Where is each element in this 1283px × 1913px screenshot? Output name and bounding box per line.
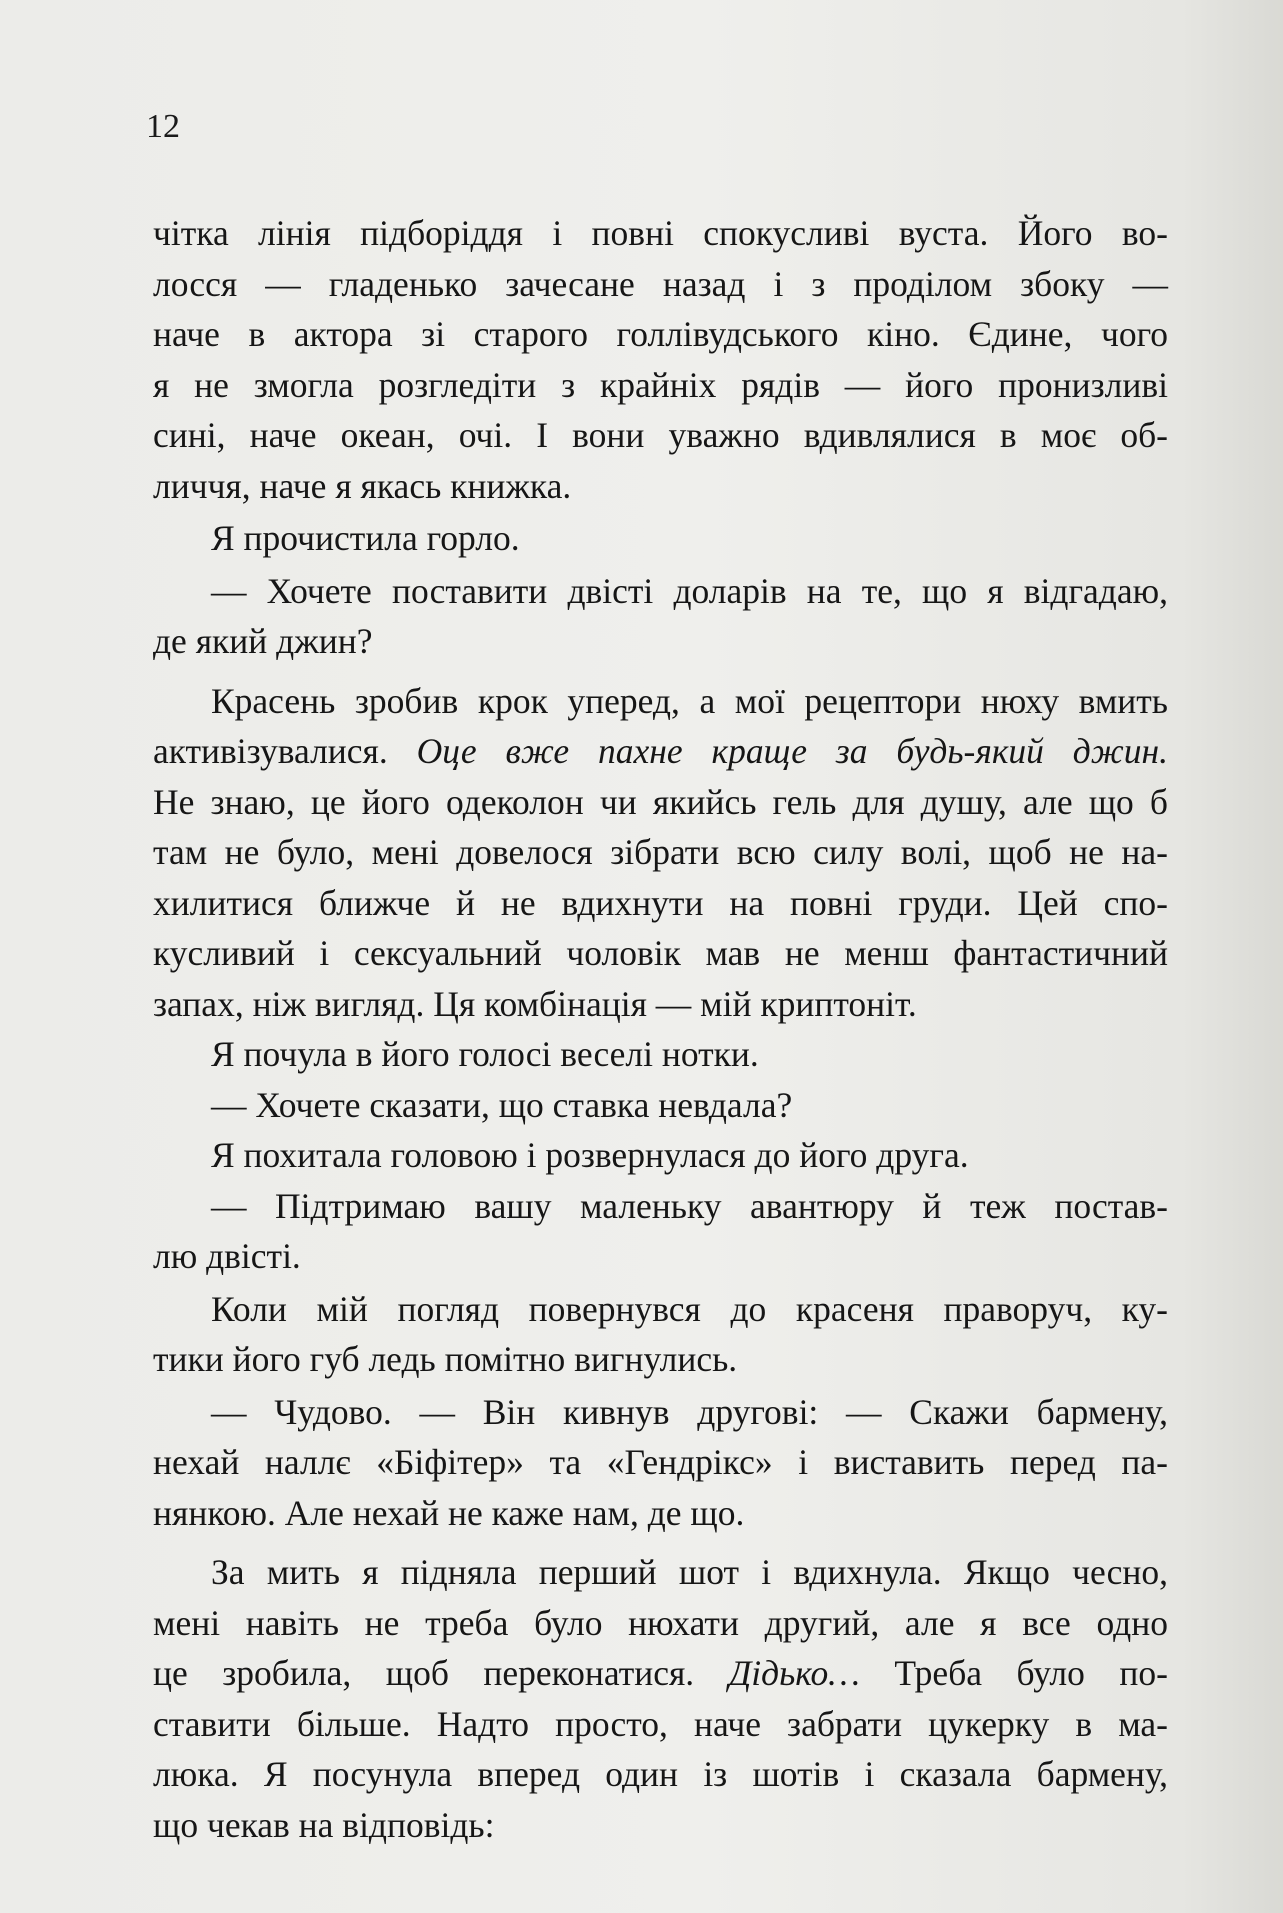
text-line: де який джин? <box>153 621 373 661</box>
text-line: лосся — гладенько зачесане назад і з проділом збоку — <box>153 263 1168 304</box>
text-line: личчя, наче я якась книжка. <box>153 465 572 506</box>
text-line: там не було, мені довелося зібрати всю силу волі, щоб не на- <box>153 832 1168 872</box>
line-text: Треба було по- <box>859 1653 1168 1693</box>
text-line: мені навіть не треба було нюхати другий, але я все одно <box>153 1602 1168 1643</box>
text-line: що чекав на відповідь: <box>153 1804 495 1845</box>
text-line: Я прочистила горло. <box>211 518 520 558</box>
text-line: Коли мій погляд повернувся до красеня праворуч, ку- <box>211 1288 1168 1329</box>
text-line: — Хочете поставити двісті доларів на те, що я відгадаю, <box>211 570 1168 611</box>
line-text: це зробила, щоб переконатися. <box>153 1653 729 1693</box>
text-line: хилитися ближче й не вдихнути на повні груди. Цей спо- <box>153 882 1168 923</box>
text-line: наче в актора зі старого голлівудського кіно. Єдине, чого <box>153 314 1168 354</box>
text-line: запах, ніж вигляд. Ця комбінація — мій криптоніт. <box>153 983 917 1024</box>
text-line: нехай наллє «Біфітер» та «Гендрікс» і виставить перед па- <box>153 1442 1168 1482</box>
text-line: Красень зробив крок уперед, а мої рецептори нюху вмить <box>211 680 1168 721</box>
line-text: активізувалися. <box>153 731 417 771</box>
italic-text: Дідько… <box>728 1653 860 1693</box>
text-line: кусливий і сексуальний чоловік мав не менш фантастичний <box>153 933 1168 973</box>
text-line: тики його губ ледь помітно вигнулись. <box>153 1339 738 1379</box>
text-line: ставити більше. Надто просто, наче забрати цукерку в ма- <box>153 1703 1168 1744</box>
text-line: Я похитала головою і розвернулася до його друга. <box>211 1135 969 1175</box>
text-line: люка. Я посунула вперед один із шотів і сказала бармену, <box>153 1754 1168 1794</box>
text-line <box>153 726 1168 777</box>
text-line: чітка лінія підборіддя і повні спокусливі вуста. Його во- <box>153 213 1168 253</box>
text-line: — Підтримаю вашу маленьку авантюру й теж постав- <box>211 1185 1168 1226</box>
text-line: За мить я підняла перший шот і вдихнула. Якщо чесно, <box>211 1552 1168 1592</box>
text-line: Я почула в його голосі веселі нотки. <box>211 1034 759 1074</box>
text-line: сині, наче океан, очі. І вони уважно вдивлялися в моє об- <box>153 415 1168 455</box>
text-line: Не знаю, це його одеколон чи якийсь гель для душу, але що б <box>153 781 1168 822</box>
italic-text: Оце вже пахне краще за будь-який джин. <box>416 731 1168 771</box>
text-line: нянкою. Але нехай не каже нам, де що. <box>153 1492 745 1533</box>
text-line: — Чудово. — Він кивнув другові: — Скажи бармену, <box>211 1391 1168 1432</box>
body-text <box>153 208 1168 1850</box>
text-line: я не змогла розгледіти з крайніх рядів — його пронизливі <box>153 364 1168 405</box>
text-line: лю двісті. <box>153 1236 301 1276</box>
page-number: 12 <box>146 108 180 145</box>
text-line: — Хочете сказати, що ставка невдала? <box>211 1084 793 1125</box>
text-line <box>153 1648 1168 1699</box>
